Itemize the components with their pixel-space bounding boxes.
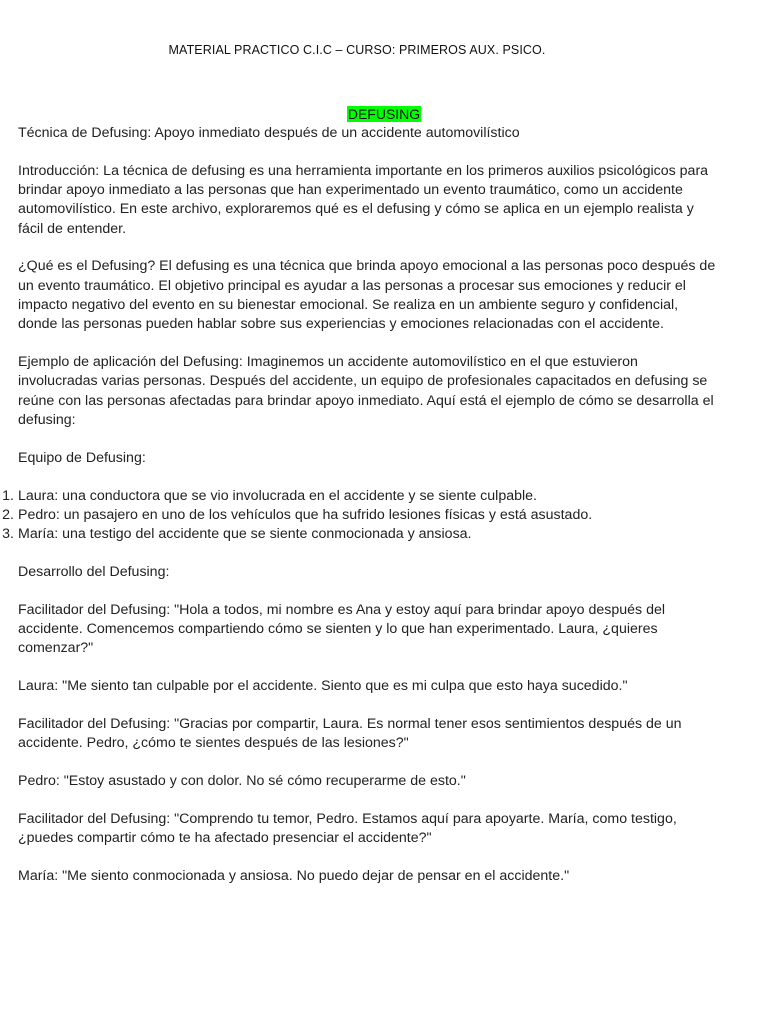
list-number: 1. bbox=[2, 487, 14, 504]
team-heading: Equipo de Defusing: bbox=[18, 449, 146, 466]
list-item-text: Laura: una conductora que se vio involucrada en el accidente y se siente culpable. bbox=[18, 487, 537, 504]
list-number: 2. bbox=[2, 506, 14, 523]
team-list bbox=[2, 487, 718, 545]
dialogue-paragraph: Facilitador del Defusing: "Gracias por compartir, Laura. Es normal tener esos sentimientos después de un accidente. Pedro, ¿cómo te sientes después de las lesiones?" bbox=[18, 716, 682, 752]
example-paragraph: Ejemplo de aplicación del Defusing: Imaginemos un accidente automovilístico en el que estuvieron involucradas varias personas. Después del accidente, un equipo de profesionales capacitados en defusing se reúne con las personas afectadas para brindar apoyo inmediato. Aquí está el ejemplo de cómo se desarrolla el defusing: bbox=[18, 354, 714, 429]
dialogue-paragraph: Facilitador del Defusing: "Comprendo tu temor, Pedro. Estamos aquí para apoyarte. María, como testigo, ¿puedes compartir cómo te ha afectado presenciar el accidente?" bbox=[18, 810, 677, 847]
what-is-paragraph: ¿Qué es el Defusing? El defusing es una técnica que brinda apoyo emocional a las personas poco después de un evento traumático. El objetivo principal es ayudar a las personas a procesar sus emociones y reducir el impacto negativo del evento en su bienestar emocional. Se realiza en un ambiente seguro y confidencial, donde las personas pueden hablar sobre sus experiencias y emociones relacionadas con el accidente. bbox=[18, 258, 716, 333]
development-heading: Desarrollo del Defusing: bbox=[18, 564, 170, 581]
list-item bbox=[2, 525, 718, 544]
list-item-text: María: una testigo del accidente que se siente conmocionada y ansiosa. bbox=[18, 526, 472, 543]
document-body bbox=[2, 124, 718, 886]
list-item bbox=[2, 487, 718, 506]
list-item bbox=[2, 506, 718, 525]
list-number: 3. bbox=[2, 526, 14, 543]
subtitle-paragraph: Técnica de Defusing: Apoyo inmediato después de un accidente automovilístico bbox=[18, 125, 520, 141]
document-title-container bbox=[0, 106, 768, 124]
dialogue-paragraph: Facilitador del Defusing: "Hola a todos, mi nombre es Ana y estoy aquí para brindar apoyo después del accidente. Comencemos compartiendo cómo se sienten y lo que han experimentado. Laura, ¿quieres comenzar?" bbox=[18, 601, 665, 657]
list-item-text: Pedro: un pasajero en uno de los vehículos que ha sufrido lesiones físicas y está asustado. bbox=[18, 506, 593, 523]
dialogue-paragraph: Pedro: "Estoy asustado y con dolor. No sé cómo recuperarme de esto." bbox=[18, 773, 466, 790]
intro-paragraph: Introducción: La técnica de defusing es una herramienta importante en los primeros auxilios psicológicos para brindar apoyo inmediato a las personas que han experimentado un evento traumático, como un accidente automovilístico. En este archivo, exploraremos qué es el defusing y cómo se aplica en un ejemplo realista y fácil de entender. bbox=[18, 162, 709, 237]
dialogue-paragraph: María: "Me siento conmocionada y ansiosa. No puedo dejar de pensar en el accidente." bbox=[18, 868, 570, 885]
page-header: MATERIAL PRACTICO C.I.C – CURSO: PRIMEROS AUX. PSICO. bbox=[168, 43, 546, 57]
document-title: DEFUSING bbox=[347, 106, 421, 122]
dialogue-paragraph: Laura: "Me siento tan culpable por el accidente. Siento que es mi culpa que esto haya sucedido." bbox=[18, 678, 628, 695]
